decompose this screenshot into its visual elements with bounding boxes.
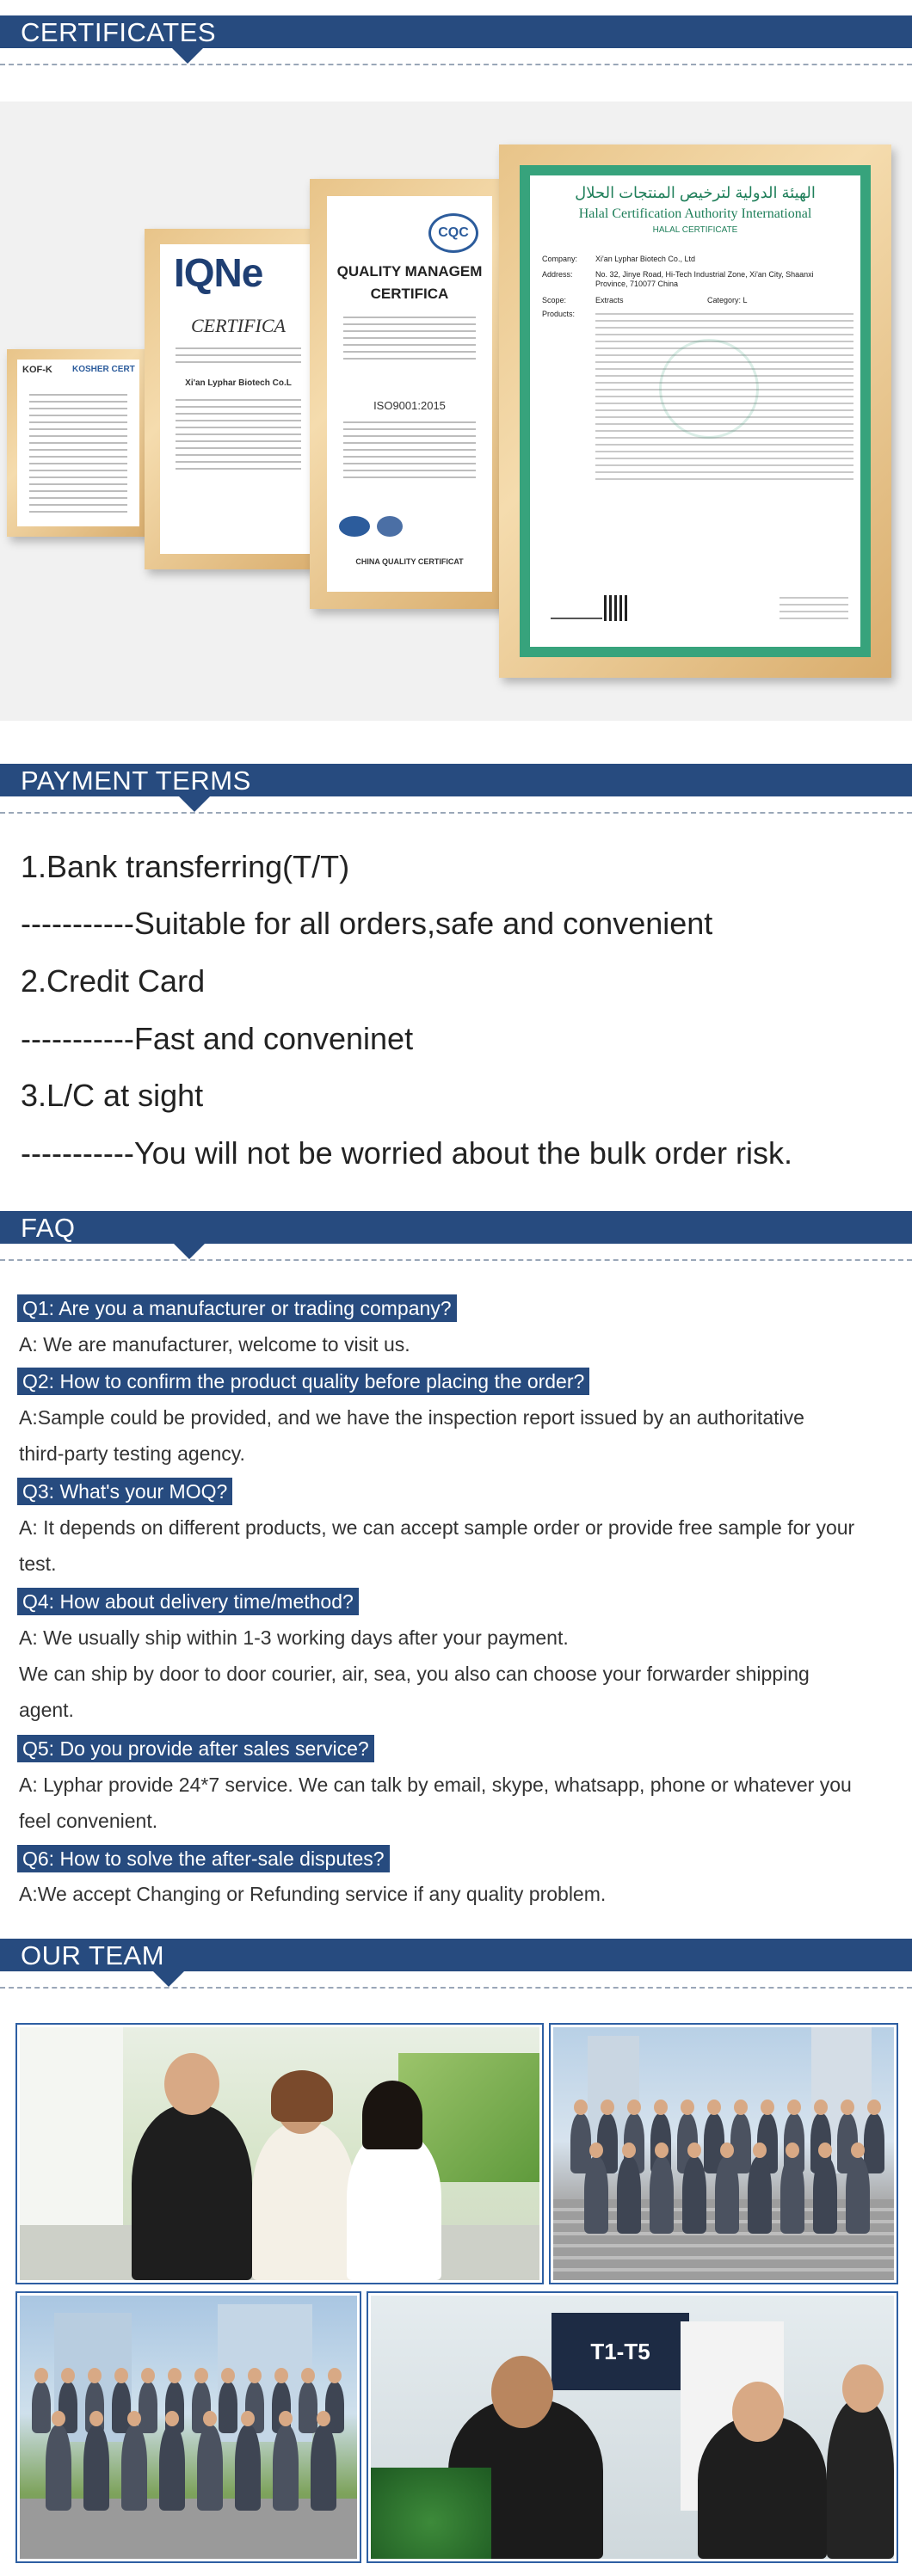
team-member — [197, 2425, 223, 2511]
cqc-logo: CQC — [428, 213, 478, 253]
team-member — [715, 2156, 739, 2234]
faq-question: Q1: Are you a manufacturer or trading company? — [17, 1294, 457, 1322]
team-member — [83, 2425, 109, 2511]
payment-option: 1.Bank transferring(T/T) — [21, 849, 350, 884]
iqnet-logo: IQNe — [174, 250, 263, 295]
section-title: CERTIFICATES — [21, 17, 217, 47]
faq-answer-line: A:We accept Changing or Refunding service if any quality problem. — [19, 1883, 607, 1905]
team-photo-booth — [17, 2025, 542, 2283]
halal-address: No. 32, Jinye Road, Hi-Tech Industrial Zone, Xi'an City, Shaanxi Province, 710077 China — [595, 270, 814, 288]
faq-answer-line: A: Lyphar provide 24*7 service. We can talk by email, skype, whatsapp, phone or whatever you — [19, 1774, 852, 1796]
booth-sign-text: T1-T5 — [590, 2339, 650, 2364]
faq-question: Q4: How about delivery time/method? — [17, 1588, 359, 1615]
team-member — [159, 2425, 185, 2511]
team-member — [121, 2425, 147, 2511]
faq-answer — [19, 1509, 897, 1582]
halal-subtitle: HALAL CERTIFICATE — [652, 225, 738, 235]
signature — [551, 606, 602, 619]
halal-certificate[interactable] — [499, 144, 891, 678]
team-photo-outdoor — [17, 2293, 360, 2561]
team-member — [617, 2156, 641, 2234]
cqc-subtitle: CERTIFICA — [370, 286, 449, 302]
certificates-header — [0, 15, 912, 67]
payment-terms-header — [0, 764, 912, 815]
payment-description: -----------Suitable for all orders,safe and convenient — [21, 906, 713, 941]
team-member — [235, 2425, 261, 2511]
team-member — [748, 2156, 772, 2234]
halal-address-label: Address: — [542, 270, 573, 279]
faq-answer — [19, 1876, 897, 1912]
team-member — [32, 2382, 51, 2433]
halal-watermark-seal — [659, 339, 759, 439]
faq-header — [0, 1211, 912, 1263]
payment-description: -----------Fast and conveninet — [21, 1021, 414, 1056]
team-member — [864, 2113, 884, 2173]
faq-question: Q3: What's your MOQ? — [17, 1478, 232, 1505]
team-member — [846, 2156, 870, 2234]
team-member — [650, 2156, 674, 2234]
certificates-gallery — [0, 101, 912, 721]
cqc-footer: CHINA QUALITY CERTIFICAT — [355, 557, 464, 566]
halal-scope-label: Scope: — [542, 296, 567, 304]
payment-option: 3.L/C at sight — [21, 1078, 204, 1113]
iaf-logo — [339, 516, 370, 537]
kosher-certificate[interactable] — [7, 349, 150, 537]
team-member — [219, 2382, 237, 2433]
payment-option: 2.Credit Card — [21, 963, 206, 999]
team-member — [299, 2382, 317, 2433]
faq-answer-line: agent. — [19, 1699, 74, 1721]
faq-question: Q6: How to solve the after-sale disputes? — [17, 1845, 390, 1872]
halal-company-label: Company: — [542, 255, 578, 263]
faq-answer-line: third-party testing agency. — [19, 1442, 245, 1465]
faq-answer-line: We can ship by door to door courier, air, sea, you also can choose your forwarder shipping — [19, 1663, 810, 1685]
faq-question: Q2: How to confirm the product quality before placing the order? — [17, 1368, 589, 1395]
team-photo-steps — [551, 2025, 897, 2283]
cqc-title: QUALITY MANAGEM — [336, 263, 483, 280]
qr-code — [604, 595, 630, 621]
our-team-header — [0, 1939, 912, 1990]
faq-answer — [19, 1620, 897, 1728]
booth-sign — [552, 2313, 689, 2390]
cqc-certificate[interactable] — [310, 179, 509, 609]
section-title: OUR TEAM — [21, 1940, 165, 1970]
team-member — [584, 2156, 608, 2234]
halal-title-arabic: الهيئة الدولية لترخيص المنتجات الحلال — [575, 184, 816, 201]
section-title: FAQ — [21, 1213, 76, 1243]
faq-answer-line: test. — [19, 1552, 57, 1575]
faq-answer-line: A:Sample could be provided, and we have the inspection report issued by an authoritative — [19, 1406, 804, 1429]
halal-company: Xi'an Lyphar Biotech Co., Ltd — [595, 255, 695, 263]
halal-title-english: Halal Certification Authority International — [578, 206, 812, 221]
iqnet-title: CERTIFICA — [191, 315, 286, 336]
faq-answer — [19, 1767, 897, 1839]
halal-scope: Extracts — [595, 296, 624, 304]
faq-answer-line: A: We usually ship within 1-3 working days after your payment. — [19, 1626, 569, 1649]
payment-description: -----------You will not be worried about the bulk order risk. — [21, 1135, 792, 1171]
iqnet-certificate[interactable] — [145, 229, 332, 569]
faq-answer — [19, 1326, 897, 1362]
kosher-title: KOSHER CERT — [72, 365, 135, 374]
cqc-standard: ISO9001:2015 — [373, 399, 446, 412]
faq-answer-line: A: It depends on different products, we can accept sample order or provide free sample for your — [19, 1516, 855, 1539]
team-photo-exhibition — [368, 2293, 897, 2561]
faq-question: Q5: Do you provide after sales service? — [17, 1735, 374, 1762]
team-member — [273, 2425, 299, 2511]
section-title: PAYMENT TERMS — [21, 765, 251, 796]
team-member — [311, 2425, 336, 2511]
halal-category: Category: L — [707, 296, 748, 304]
team-member — [139, 2382, 157, 2433]
faq-answer — [19, 1399, 897, 1472]
faq-answer-line: feel convenient. — [19, 1810, 158, 1832]
cnas-logo — [377, 516, 403, 537]
team-member — [46, 2425, 71, 2511]
team-member — [682, 2156, 706, 2234]
iqnet-company: Xi'an Lyphar Biotech Co.L — [185, 378, 292, 388]
faq-answer-line: A: We are manufacturer, welcome to visit us. — [19, 1333, 410, 1356]
halal-products-label: Products: — [542, 310, 576, 318]
team-member — [813, 2156, 837, 2234]
team-member — [112, 2382, 131, 2433]
team-member — [780, 2156, 804, 2234]
kof-k-logo: KOF-K — [22, 365, 52, 375]
